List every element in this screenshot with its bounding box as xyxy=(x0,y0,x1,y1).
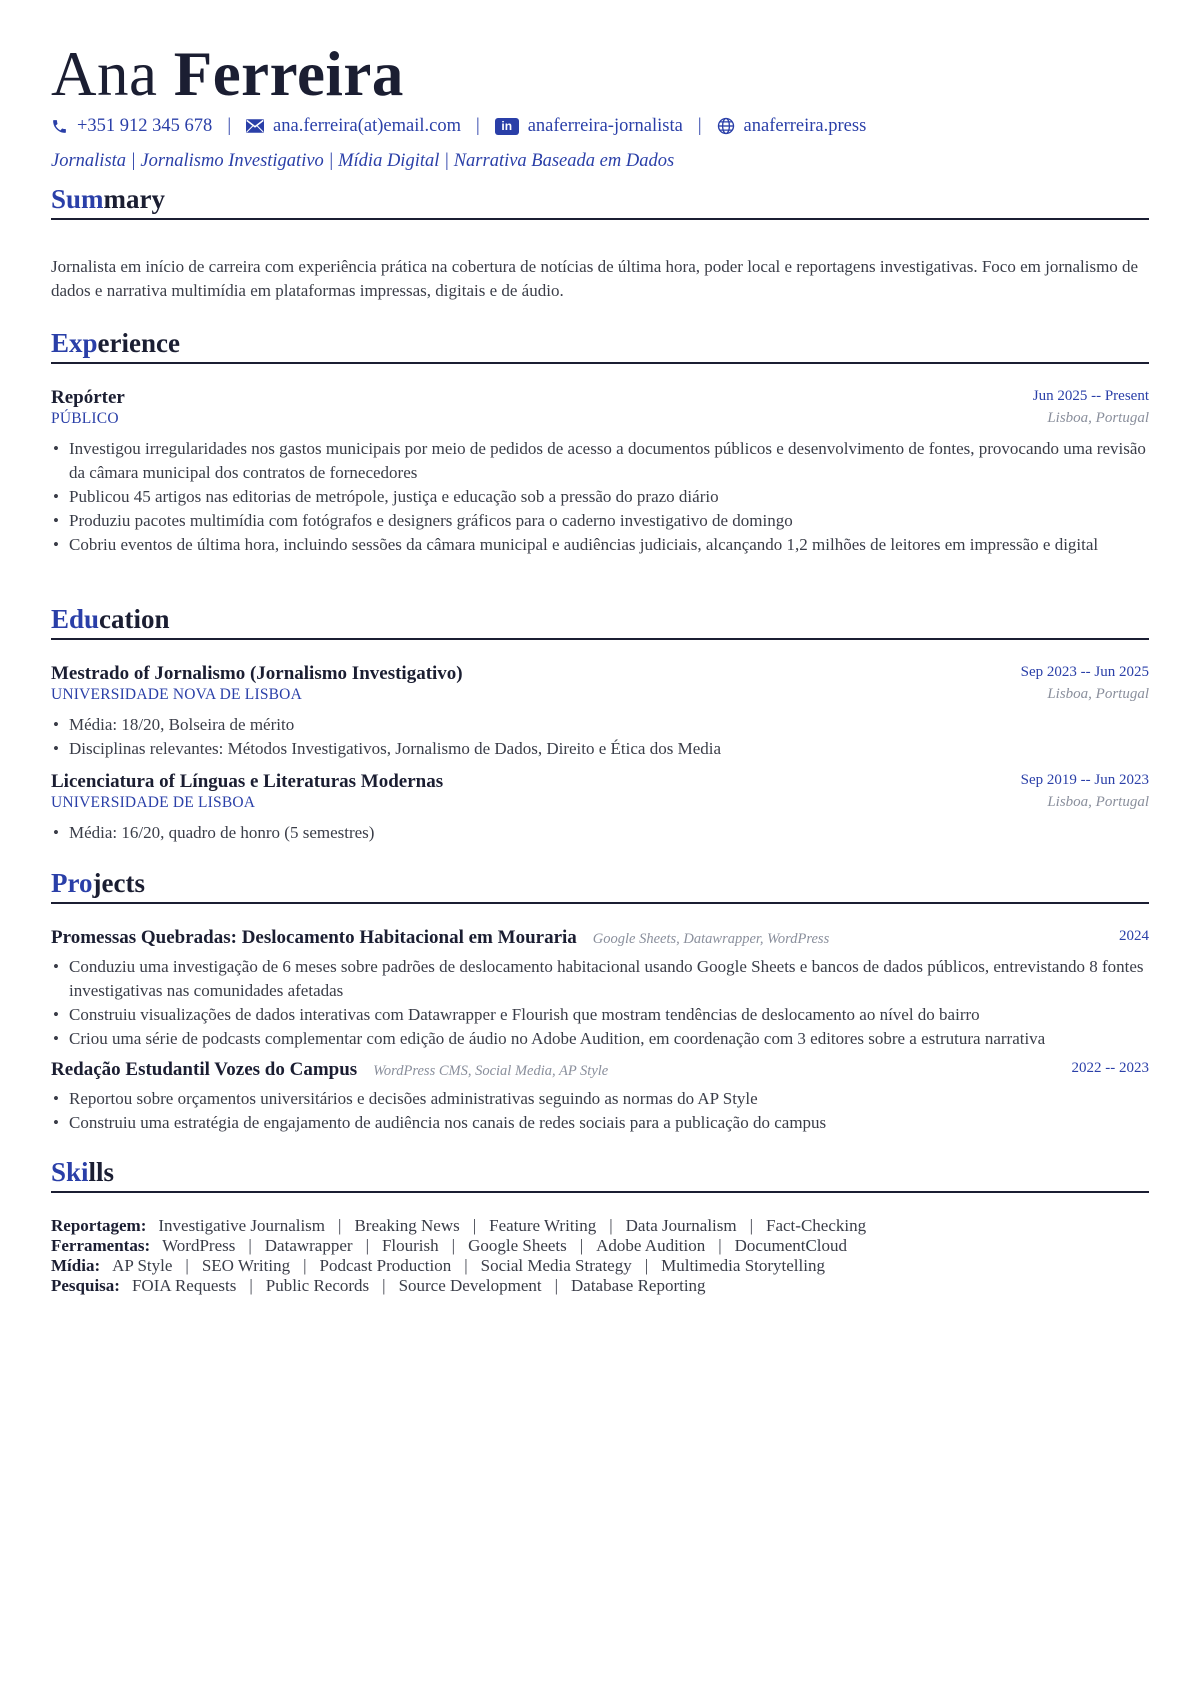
degree-dates: Sep 2023 -- Jun 2025 xyxy=(1020,664,1149,680)
skill-item: Flourish xyxy=(381,1236,439,1255)
skills-list xyxy=(51,1216,866,1296)
website-url: anaferreira.press xyxy=(743,116,867,136)
skill-row xyxy=(51,1256,866,1276)
website-contact[interactable] xyxy=(717,113,867,139)
project-title: Redação Estudantil Vozes do Campus WordPress CMS, Social Media, AP Style xyxy=(51,1059,609,1080)
skill-category: Pesquisa: xyxy=(51,1276,120,1295)
degree-location: Lisboa, Portugal xyxy=(1047,794,1149,810)
linkedin-handle: anaferreira-jornalista xyxy=(527,116,683,136)
project-bullets xyxy=(51,1087,1149,1135)
skill-item: Data Journalism xyxy=(625,1216,737,1235)
job-location: Lisboa, Portugal xyxy=(1047,410,1149,426)
experience-heading: Experience xyxy=(51,327,1149,364)
degree-title: Mestrado of Jornalismo (Jornalismo Investigativo) xyxy=(51,663,463,684)
skill-item: Datawrapper xyxy=(264,1236,353,1255)
job-employer: PÚBLICO xyxy=(51,410,119,427)
skill-separator: | xyxy=(472,1216,477,1235)
skill-item: Adobe Audition xyxy=(596,1236,706,1255)
contact-separator: | xyxy=(476,116,480,136)
skill-row xyxy=(51,1276,866,1296)
skills-heading: Skills xyxy=(51,1156,1149,1193)
skill-item: DocumentCloud xyxy=(734,1236,848,1255)
skill-separator: | xyxy=(749,1216,754,1235)
skill-separator: | xyxy=(644,1256,649,1275)
skill-item: Podcast Production xyxy=(319,1256,452,1275)
skill-category: Mídia: xyxy=(51,1256,101,1275)
first-name: Ana xyxy=(51,39,158,109)
skill-item: Investigative Journalism xyxy=(158,1216,326,1235)
list-item: • Média: 18/20, Bolseira de mérito xyxy=(51,713,1149,737)
globe-icon xyxy=(717,117,735,135)
job-bullets xyxy=(51,437,1149,557)
skill-item: Fact-Checking xyxy=(766,1216,867,1235)
degree-bullets xyxy=(51,713,1149,761)
education-heading: Education xyxy=(51,603,1149,640)
skill-item: SEO Writing xyxy=(201,1256,291,1275)
list-item: • Cobriu eventos de última hora, incluindo sessões da câmara municipal e audiências judiciais, alcançando 1,2 milhões de leitores em impressão e digital xyxy=(51,533,1149,557)
job-dates: Jun 2025 -- Present xyxy=(1032,388,1149,404)
skill-item: Breaking News xyxy=(354,1216,460,1235)
linkedin-contact[interactable] xyxy=(495,113,683,139)
skill-separator: | xyxy=(338,1216,342,1235)
skill-row xyxy=(51,1236,866,1256)
job-title: Repórter xyxy=(51,387,125,408)
email-contact[interactable] xyxy=(246,113,461,139)
list-item: • Construiu uma estratégia de engajamento de audiência nos canais de redes sociais para a publicação do campus xyxy=(51,1111,1149,1135)
skill-item: FOIA Requests xyxy=(131,1276,237,1295)
skill-row xyxy=(51,1216,866,1236)
phone-number: +351 912 345 678 xyxy=(77,116,213,136)
phone-icon xyxy=(51,118,68,135)
skill-item: Database Reporting xyxy=(571,1276,706,1295)
degree-title: Licenciatura of Línguas e Literaturas Modernas xyxy=(51,771,444,792)
list-item: • Média: 16/20, quadro de honro (5 semestres) xyxy=(51,821,1149,845)
skill-separator: | xyxy=(554,1276,559,1295)
candidate-name xyxy=(51,38,404,110)
degree-bullets xyxy=(51,821,1149,845)
skill-separator: | xyxy=(185,1256,189,1275)
contact-separator: | xyxy=(227,116,232,136)
skill-item: WordPress xyxy=(162,1236,236,1255)
skill-separator: | xyxy=(303,1256,307,1275)
summary-text: Jornalista em início de carreira com experiência prática na cobertura de notícias de última hora, poder local e reportagens investigativas. Foco em jornalismo de dados e narrativa multimídia em plataformas impressas, digitais e de áudio. xyxy=(51,257,1139,300)
skill-separator: | xyxy=(609,1216,613,1235)
projects-heading: Projects xyxy=(51,867,1149,904)
project-date: 2024 xyxy=(1119,928,1149,944)
list-item: • Conduziu uma investigação de 6 meses sobre padrões de deslocamento habitacional usando Google Sheets e bancos de dados públicos, entrevistando 8 fontes investigativas nas comunidades afetadas xyxy=(51,955,1149,1003)
contact-separator: | xyxy=(697,116,702,136)
summary-heading: Summary xyxy=(51,183,1149,220)
skill-separator: | xyxy=(718,1236,722,1255)
degree-dates: Sep 2019 -- Jun 2023 xyxy=(1020,772,1149,788)
project-bullets xyxy=(51,955,1149,1051)
degree-institution: UNIVERSIDADE DE LISBOA xyxy=(51,794,256,811)
skill-separator: | xyxy=(579,1236,584,1255)
last-name: Ferreira xyxy=(173,39,404,109)
headline-tagline: Jornalista | Jornalismo Investigativo | Mídia Digital | Narrativa Baseada em Dados xyxy=(51,151,675,171)
skill-item: Source Development xyxy=(398,1276,542,1295)
project-title: Promessas Quebradas: Deslocamento Habitacional em Mouraria Google Sheets, Datawrapper, WordPress xyxy=(51,927,830,948)
skill-item: Feature Writing xyxy=(489,1216,597,1235)
skill-item: Google Sheets xyxy=(468,1236,567,1255)
linkedin-icon: in xyxy=(495,118,519,135)
degree-institution: UNIVERSIDADE NOVA DE LISBOA xyxy=(51,686,302,703)
list-item: • Investigou irregularidades nos gastos municipais por meio de pedidos de acesso a documentos públicos e desenvolvimento de fontes, provocando uma revisão da câmara municipal dos contratos de fornecedores xyxy=(51,437,1149,485)
project-date: 2022 -- 2023 xyxy=(1071,1060,1149,1076)
project-tech: WordPress CMS, Social Media, AP Style xyxy=(373,1063,609,1079)
list-item: • Disciplinas relevantes: Métodos Investigativos, Jornalismo de Dados, Direito e Ética dos Media xyxy=(51,737,1149,761)
skill-category: Reportagem: xyxy=(51,1216,147,1235)
skill-item: Social Media Strategy xyxy=(480,1256,632,1275)
skill-item: Multimedia Storytelling xyxy=(661,1256,825,1275)
skill-separator: | xyxy=(464,1256,468,1275)
contact-bar xyxy=(51,113,866,139)
envelope-icon xyxy=(246,119,264,133)
list-item: • Reportou sobre orçamentos universitários e decisões administrativas seguindo as normas do AP Style xyxy=(51,1087,1149,1111)
list-item: • Publicou 45 artigos nas editorias de metrópole, justiça e educação sob a pressão do prazo diário xyxy=(51,485,1149,509)
skill-separator: | xyxy=(382,1276,386,1295)
skill-category: Ferramentas: xyxy=(51,1236,151,1255)
degree-location: Lisboa, Portugal xyxy=(1047,686,1149,702)
phone-contact[interactable] xyxy=(51,113,212,139)
skill-item: AP Style xyxy=(112,1256,173,1275)
list-item: • Construiu visualizações de dados interativas com Datawrapper e Flourish que mostram tendências de deslocamento ao nível do bairro xyxy=(51,1003,1149,1027)
list-item: • Criou uma série de podcasts complementar com edição de áudio no Adobe Audition, em coordenação com 3 editores sobre a estrutura narrativa xyxy=(51,1027,1149,1051)
skill-item: Public Records xyxy=(265,1276,370,1295)
skill-separator: | xyxy=(365,1236,369,1255)
project-tech: Google Sheets, Datawrapper, WordPress xyxy=(592,931,830,947)
skill-separator: | xyxy=(451,1236,456,1255)
email-address: ana.ferreira(at)email.com xyxy=(273,116,461,136)
skill-separator: | xyxy=(249,1276,253,1295)
list-item: • Produziu pacotes multimídia com fotógrafos e designers gráficos para o caderno investigativo de domingo xyxy=(51,509,1149,533)
skill-separator: | xyxy=(248,1236,252,1255)
